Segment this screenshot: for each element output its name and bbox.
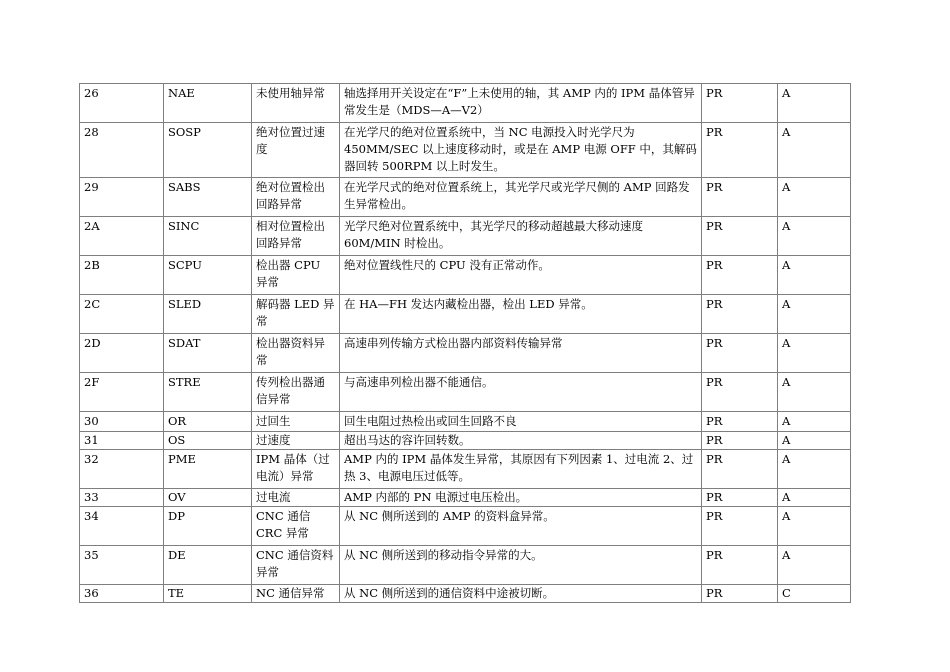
alarm-reset: A	[778, 295, 851, 334]
alarm-name: NC 通信异常	[252, 585, 340, 603]
alarm-type: PR	[702, 489, 778, 507]
alarm-number: 31	[80, 432, 164, 450]
alarm-name: 解码器 LED 异常	[252, 295, 340, 334]
alarm-number: 2B	[80, 256, 164, 295]
alarm-number: 2C	[80, 295, 164, 334]
alarm-number: 26	[80, 84, 164, 123]
alarm-code: SLED	[164, 295, 252, 334]
alarm-reset: A	[778, 217, 851, 256]
table-row	[80, 178, 851, 217]
alarm-reset: A	[778, 412, 851, 432]
alarm-type: PR	[702, 123, 778, 178]
alarm-code: NAE	[164, 84, 252, 123]
alarm-reset: A	[778, 450, 851, 489]
alarm-description: 绝对位置线性尺的 CPU 没有正常动作。	[340, 256, 702, 295]
table-row	[80, 256, 851, 295]
alarm-type: PR	[702, 450, 778, 489]
alarm-reset: A	[778, 123, 851, 178]
alarm-name: 绝对位置检出回路异常	[252, 178, 340, 217]
alarm-description: 轴选择用开关设定在“F”上未使用的轴，其 AMP 内的 IPM 晶体管异常发生是（MDS—A—V2）	[340, 84, 702, 123]
alarm-code: OV	[164, 489, 252, 507]
alarm-description: 从 NC 侧所送到的通信资料中途被切断。	[340, 585, 702, 603]
alarm-code: SCPU	[164, 256, 252, 295]
table-row	[80, 432, 851, 450]
alarm-name: CNC 通信资料异常	[252, 546, 340, 585]
alarm-description: 从 NC 侧所送到的移动指令异常的大。	[340, 546, 702, 585]
alarm-reset: A	[778, 373, 851, 412]
table-row	[80, 546, 851, 585]
alarm-number: 33	[80, 489, 164, 507]
alarm-type: PR	[702, 334, 778, 373]
alarm-code: SOSP	[164, 123, 252, 178]
alarm-name: 检出器 CPU 异常	[252, 256, 340, 295]
alarm-description: 超出马达的容许回转数。	[340, 432, 702, 450]
alarm-description: 与高速串列检出器不能通信。	[340, 373, 702, 412]
alarm-type: PR	[702, 84, 778, 123]
alarm-description: 在光学尺式的绝对位置系统上，其光学尺或光学尺侧的 AMP 回路发生异常检出。	[340, 178, 702, 217]
alarm-name: 过电流	[252, 489, 340, 507]
table-row	[80, 373, 851, 412]
alarm-description: 从 NC 侧所送到的 AMP 的资料盒异常。	[340, 507, 702, 546]
alarm-type: PR	[702, 432, 778, 450]
table-row	[80, 123, 851, 178]
alarm-reset: C	[778, 585, 851, 603]
alarm-type: PR	[702, 256, 778, 295]
alarm-reset: A	[778, 84, 851, 123]
alarm-name: 相对位置检出回路异常	[252, 217, 340, 256]
alarm-name: CNC 通信 CRC 异常	[252, 507, 340, 546]
alarm-reset: A	[778, 432, 851, 450]
alarm-number: 35	[80, 546, 164, 585]
alarm-type: PR	[702, 585, 778, 603]
alarm-type: PR	[702, 412, 778, 432]
alarm-number: 32	[80, 450, 164, 489]
table-row	[80, 450, 851, 489]
alarm-description: 回生电阻过热检出或回生回路不良	[340, 412, 702, 432]
alarm-number: 2A	[80, 217, 164, 256]
alarm-description: 在光学尺的绝对位置系统中，当 NC 电源投入时光学尺为 450MM/SEC 以上速度移动时，或是在 AMP 电源 OFF 中，其解码器回转 500RPM 以上时发生。	[340, 123, 702, 178]
alarm-description: 高速串列传输方式检出器内部资料传输异常	[340, 334, 702, 373]
alarm-number: 34	[80, 507, 164, 546]
alarm-reset: A	[778, 546, 851, 585]
alarm-name: 传列检出器通信异常	[252, 373, 340, 412]
alarm-name: 检出器资料异常	[252, 334, 340, 373]
alarm-number: 36	[80, 585, 164, 603]
alarm-type: PR	[702, 217, 778, 256]
alarm-code: DE	[164, 546, 252, 585]
table-row	[80, 507, 851, 546]
alarm-number: 28	[80, 123, 164, 178]
alarm-name: 绝对位置过速度	[252, 123, 340, 178]
alarm-reset: A	[778, 256, 851, 295]
alarm-number: 2D	[80, 334, 164, 373]
alarm-type: PR	[702, 546, 778, 585]
table-row	[80, 295, 851, 334]
alarm-description: 光学尺绝对位置系统中，其光学尺的移动超越最大移动速度 60M/MIN 时检出。	[340, 217, 702, 256]
alarm-type: PR	[702, 295, 778, 334]
alarm-table	[79, 83, 851, 603]
table-row	[80, 334, 851, 373]
alarm-number: 29	[80, 178, 164, 217]
alarm-description: 在 HA—FH 发达内藏检出器，检出 LED 异常。	[340, 295, 702, 334]
alarm-reset: A	[778, 489, 851, 507]
alarm-type: PR	[702, 507, 778, 546]
alarm-name: 过速度	[252, 432, 340, 450]
alarm-code: SABS	[164, 178, 252, 217]
alarm-description: AMP 内部的 PN 电源过电压检出。	[340, 489, 702, 507]
table-row	[80, 84, 851, 123]
alarm-reset: A	[778, 334, 851, 373]
alarm-description: AMP 内的 IPM 晶体发生异常，其原因有下列因素 1、过电流 2、过热 3、电源电压过低等。	[340, 450, 702, 489]
alarm-code: OR	[164, 412, 252, 432]
table-row	[80, 489, 851, 507]
table-row	[80, 585, 851, 603]
alarm-type: PR	[702, 373, 778, 412]
alarm-reset: A	[778, 178, 851, 217]
alarm-number: 2F	[80, 373, 164, 412]
alarm-name: 过回生	[252, 412, 340, 432]
alarm-code: SDAT	[164, 334, 252, 373]
table-row	[80, 217, 851, 256]
alarm-name: 未使用轴异常	[252, 84, 340, 123]
alarm-code: PME	[164, 450, 252, 489]
alarm-code: DP	[164, 507, 252, 546]
alarm-code: OS	[164, 432, 252, 450]
alarm-code: TE	[164, 585, 252, 603]
table-row	[80, 412, 851, 432]
alarm-code: STRE	[164, 373, 252, 412]
alarm-type: PR	[702, 178, 778, 217]
alarm-name: IPM 晶体（过电流）异常	[252, 450, 340, 489]
alarm-code: SINC	[164, 217, 252, 256]
alarm-number: 30	[80, 412, 164, 432]
alarm-reset: A	[778, 507, 851, 546]
